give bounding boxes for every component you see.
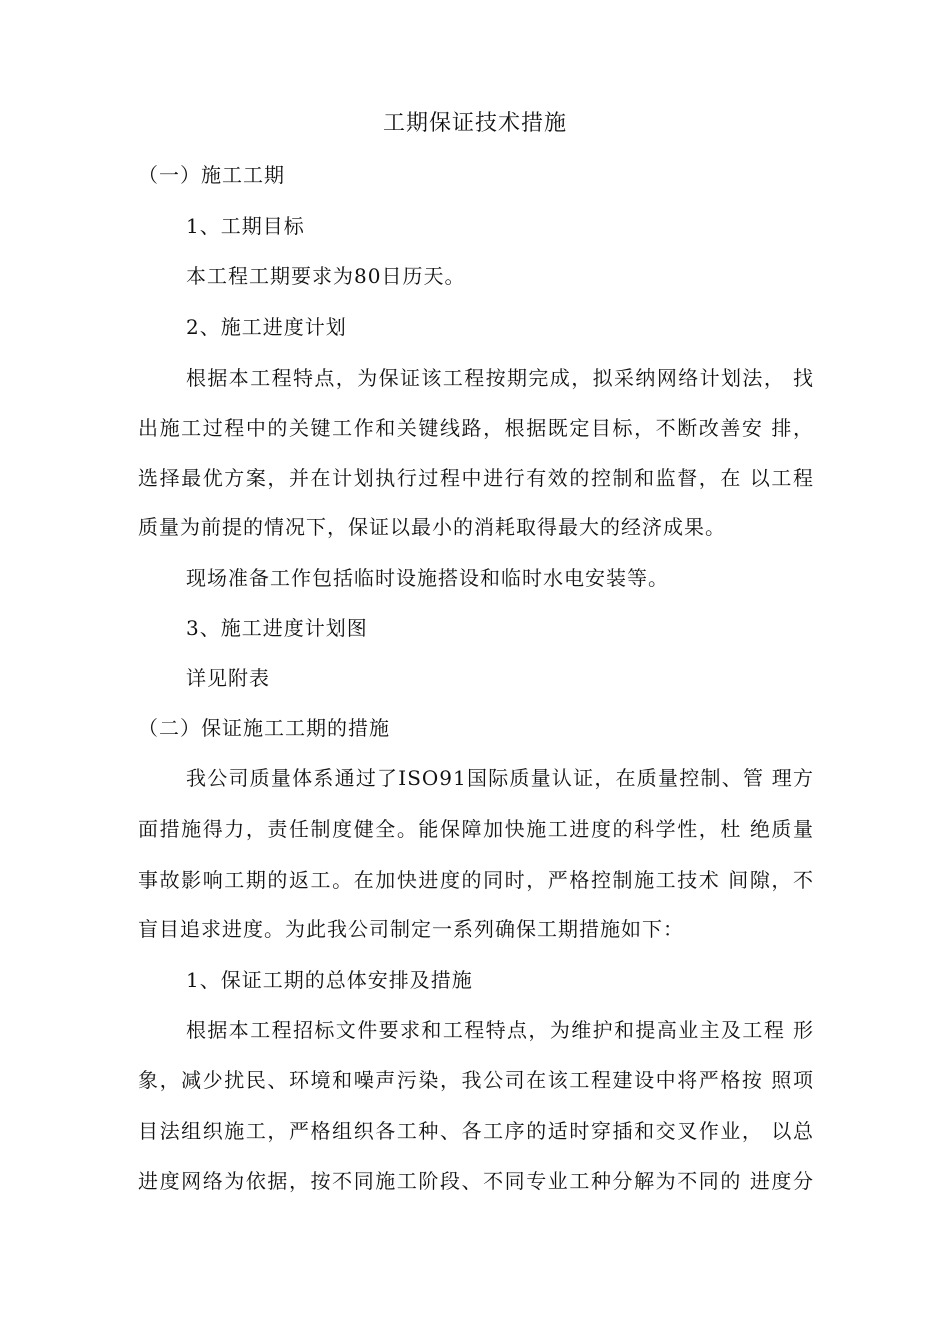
paragraph-line: 质量为前提的情况下，保证以最小的消耗取得最大的经济成果。 (138, 515, 726, 539)
paragraph-line: 目法组织施工，严格组织各工种、各工序的适时穿插和交叉作业， 以总 (138, 1119, 814, 1143)
paragraph-line: 选择最优方案，并在计划执行过程中进行有效的控制和监督，在 以工程 (138, 466, 814, 490)
heading-overall-arrangement: 1、保证工期的总体安排及措施 (186, 968, 473, 992)
paragraph-line: 面措施得力，责任制度健全。能保障加快施工进度的科学性，杜 绝质量 (138, 817, 814, 841)
heading-section-1: （一）施工工期 (138, 163, 285, 187)
paragraph-line: 现场准备工作包括临时设施搭设和临时水电安装等。 (186, 566, 669, 590)
paragraph-line: 进度网络为依据，按不同施工阶段、不同专业工种分解为不同的 进度分 (138, 1169, 814, 1193)
paragraph-line: 我公司质量体系通过了ISO91国际质量认证，在质量控制、管 理方 (186, 766, 814, 790)
paragraph-line: 本工程工期要求为80日历天。 (186, 264, 466, 288)
heading-duration-goal: 1、工期目标 (186, 214, 305, 238)
paragraph-line: 根据本工程特点，为保证该工程按期完成，拟采纳网络计划法， 找 (186, 366, 814, 390)
paragraph-line: 事故影响工期的返工。在加快进度的同时，严格控制施工技术 间隙，不 (138, 868, 814, 892)
paragraph-line: 根据本工程招标文件要求和工程特点，为维护和提高业主及工程 形 (186, 1018, 814, 1042)
heading-section-2: （二）保证施工工期的措施 (138, 716, 390, 740)
heading-progress-chart: 3、施工进度计划图 (186, 616, 368, 640)
paragraph-line: 出施工过程中的关键工作和关键线路，根据既定目标，不断改善安 排， (138, 416, 814, 440)
paragraph-line: 象，减少扰民、环境和噪声污染，我公司在该工程建设中将严格按 照项 (138, 1068, 814, 1092)
paragraph-line: 盲目追求进度。为此我公司制定一系列确保工期措施如下： (138, 917, 684, 941)
document-title: 工期保证技术措施 (382, 111, 567, 136)
heading-progress-plan: 2、施工进度计划 (186, 315, 347, 339)
paragraph-line: 详见附表 (186, 666, 270, 690)
